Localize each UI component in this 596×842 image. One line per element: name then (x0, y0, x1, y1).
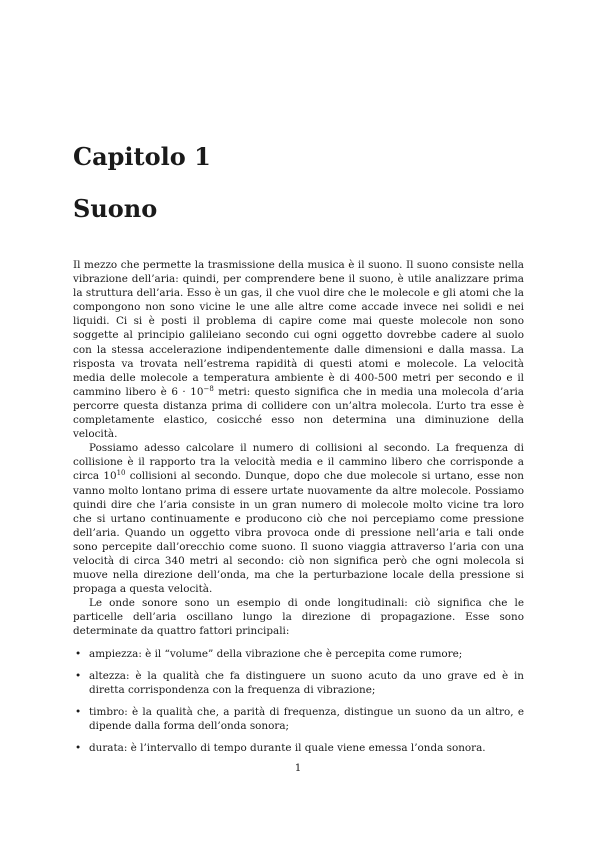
paragraph-1-text: Il mezzo che permette la trasmissione della musica è il suono. Il suono consiste nella vibrazione dell’aria: quindi, per comprendere bene il suono, è utile analizzare prima la struttura dell’aria. Esso è un gas, il che vuol dire che le molecole e gli atomi che la compongono non sono vicine le une alle altre come accade invece nei solidi e nei liquidi. Ci si è posti il problema di capire come mai queste molecole non sono soggette al principio galileiano secondo cui ogni oggetto dovrebbe cadere al suolo con la stessa accelerazione indipendentemente dalle dimensioni e dalla massa. La risposta va trovata nell’estrema rapidità di questi atomi e molecole. La velocità media delle molecole a temperatura ambiente è di 400-500 metri per secondo e il cammino libero è (73, 259, 524, 398)
paragraph-2-end: collisioni al secondo. Dunque, dopo che due molecole si urtano, esse non vanno molto lontano prima di essere urtate nuovamente da altre molecole. Possiamo quindi dire che l’aria consiste in un gran numero di molecole molto vicine tra loro che si urtano continuamente e producono ciò che noi percepiamo come pressione dell’aria. Quando un oggetto vibra provoca onde di pressione nell’aria e tali onde sono percepite dall’orecchio come suono. Il suono viaggia attraverso l’aria con una velocità di circa 340 metri al secondo: ciò non significa però che ogni molecola si muove nella direzione dell’onda, ma che la perturbazione locale della pressione si propaga a questa velocità. (73, 470, 524, 596)
list-item (73, 741, 524, 755)
formula-exponent: −8 (203, 384, 214, 393)
bullet-icon: • (75, 705, 82, 718)
paragraph-2 (73, 441, 524, 596)
paragraph-1 (73, 258, 524, 441)
list-item-text: timbro: è la qualità che, a parità di frequenza, distingue un suono da un altro, e dipende dalla forma dell’onda sonora; (89, 705, 524, 732)
list-item-text: durata: è l’intervallo di tempo durante il quale viene emessa l’onda sonora. (89, 742, 486, 754)
list-item-text: altezza: è la qualità che fa distinguere un suono acuto da uno grave ed è in diretta corrispondenza con la frequenza di vibrazione; (89, 669, 524, 696)
paragraph-1-end: metri: questo significa che in media una molecola d’aria percorre questa distanza prima di collidere con un’altra molecola. L’urto tra esse è completamente elastico, cosicché esso non determina una diminuzione della velocità. (73, 385, 524, 441)
bullet-icon: • (75, 647, 82, 660)
page-number: 1 (294, 762, 302, 774)
paragraph-2-text: Possiamo adesso calcolare il numero di collisioni al secondo. La frequenza di collisione è il rapporto tra la velocità media e il cammino libero che corrisponde a circa 10 (73, 442, 524, 483)
formula-base: 6 · 10 (171, 385, 204, 398)
body-text (73, 258, 524, 763)
list-item (73, 669, 524, 697)
features-list (73, 647, 524, 756)
bullet-icon: • (75, 742, 82, 754)
list-item-text: ampiezza: è il “volume” della vibrazione che è percepita come rumore; (89, 647, 463, 660)
list-item (73, 705, 524, 733)
list-item (73, 647, 524, 661)
chapter-title: Suono (73, 194, 158, 223)
bullet-icon: • (75, 669, 82, 682)
collision-exponent: 10 (116, 469, 126, 478)
chapter-label: Capitolo 1 (73, 142, 211, 171)
paragraph-3: Le onde sonore sono un esempio di onde longitudinali: ciò significa che le particelle dell’aria oscillano lungo la direzione di propagazione. Esse sono determinate da quattro fattori principali: (73, 597, 524, 638)
